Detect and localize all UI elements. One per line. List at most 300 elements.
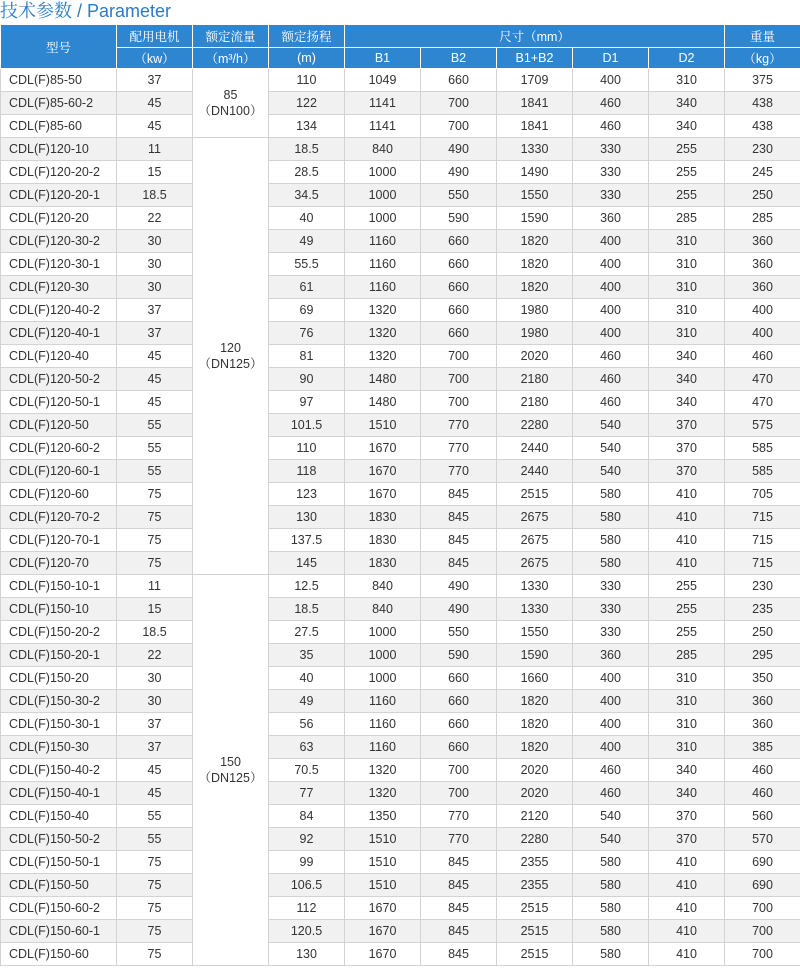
table-row	[1, 736, 800, 759]
cell-head: 120.5	[269, 920, 345, 943]
cell-weight: 350	[725, 667, 800, 690]
cell-head: 55.5	[269, 253, 345, 276]
cell-head: 40	[269, 207, 345, 230]
cell-d2: 255	[649, 575, 725, 598]
cell-b2: 490	[421, 598, 497, 621]
cell-motor: 30	[117, 690, 193, 713]
table-row	[1, 828, 800, 851]
cell-d2: 255	[649, 184, 725, 207]
cell-model: CDL(F)120-50-2	[1, 368, 117, 391]
cell-model: CDL(F)120-50	[1, 414, 117, 437]
cell-d2: 255	[649, 621, 725, 644]
cell-b1b2: 2355	[497, 851, 573, 874]
cell-b1: 1670	[345, 897, 421, 920]
cell-weight: 285	[725, 207, 800, 230]
cell-d2: 310	[649, 69, 725, 92]
cell-d2: 255	[649, 161, 725, 184]
cell-weight: 360	[725, 253, 800, 276]
cell-head: 137.5	[269, 529, 345, 552]
cell-d1: 330	[573, 138, 649, 161]
cell-d2: 310	[649, 299, 725, 322]
cell-b1: 1000	[345, 621, 421, 644]
cell-head: 122	[269, 92, 345, 115]
cell-d1: 360	[573, 207, 649, 230]
cell-b2: 550	[421, 621, 497, 644]
cell-motor: 30	[117, 253, 193, 276]
table-row	[1, 690, 800, 713]
cell-d1: 580	[573, 874, 649, 897]
cell-weight: 438	[725, 115, 800, 138]
table-row	[1, 943, 800, 966]
cell-motor: 37	[117, 713, 193, 736]
cell-motor: 15	[117, 161, 193, 184]
table-row	[1, 322, 800, 345]
cell-b2: 845	[421, 552, 497, 575]
header-b2: B2	[421, 48, 497, 69]
cell-b1b2: 2515	[497, 920, 573, 943]
table-row	[1, 414, 800, 437]
cell-d1: 460	[573, 391, 649, 414]
table-header	[1, 25, 800, 69]
cell-d1: 400	[573, 713, 649, 736]
cell-d1: 400	[573, 253, 649, 276]
cell-b1: 1510	[345, 414, 421, 437]
cell-head: 110	[269, 69, 345, 92]
cell-model: CDL(F)150-40-2	[1, 759, 117, 782]
cell-head: 92	[269, 828, 345, 851]
cell-weight: 400	[725, 322, 800, 345]
cell-model: CDL(F)120-70-2	[1, 506, 117, 529]
cell-motor: 55	[117, 414, 193, 437]
cell-model: CDL(F)150-40	[1, 805, 117, 828]
cell-weight: 235	[725, 598, 800, 621]
cell-b1b2: 1590	[497, 644, 573, 667]
cell-d2: 310	[649, 736, 725, 759]
cell-model: CDL(F)150-60-1	[1, 920, 117, 943]
cell-model: CDL(F)85-60-2	[1, 92, 117, 115]
cell-d2: 255	[649, 598, 725, 621]
header-d2: D2	[649, 48, 725, 69]
cell-model: CDL(F)150-30	[1, 736, 117, 759]
cell-d1: 400	[573, 736, 649, 759]
cell-b2: 590	[421, 207, 497, 230]
cell-b1b2: 1841	[497, 115, 573, 138]
header-d1: D1	[573, 48, 649, 69]
page-title: 技术参数 / Parameter	[0, 1, 172, 21]
cell-b1b2: 2440	[497, 460, 573, 483]
cell-b1b2: 1709	[497, 69, 573, 92]
cell-model: CDL(F)150-60-2	[1, 897, 117, 920]
cell-d1: 330	[573, 575, 649, 598]
cell-motor: 18.5	[117, 621, 193, 644]
cell-weight: 700	[725, 943, 800, 966]
cell-model: CDL(F)120-30-2	[1, 230, 117, 253]
cell-weight: 375	[725, 69, 800, 92]
cell-model: CDL(F)120-60-2	[1, 437, 117, 460]
cell-b1b2: 2440	[497, 437, 573, 460]
cell-head: 130	[269, 943, 345, 966]
cell-motor: 11	[117, 138, 193, 161]
cell-d1: 460	[573, 92, 649, 115]
cell-d2: 340	[649, 345, 725, 368]
cell-motor: 37	[117, 69, 193, 92]
cell-weight: 470	[725, 391, 800, 414]
cell-d2: 340	[649, 782, 725, 805]
header-motor: 配用电机	[117, 25, 193, 48]
cell-weight: 360	[725, 690, 800, 713]
cell-weight: 360	[725, 230, 800, 253]
cell-d2: 410	[649, 483, 725, 506]
cell-b2: 700	[421, 391, 497, 414]
flow-cell	[193, 575, 269, 966]
cell-weight: 690	[725, 851, 800, 874]
cell-head: 118	[269, 460, 345, 483]
cell-head: 97	[269, 391, 345, 414]
header-b1b2: B1+B2	[497, 48, 573, 69]
table-row	[1, 874, 800, 897]
cell-motor: 75	[117, 943, 193, 966]
cell-model: CDL(F)120-50-1	[1, 391, 117, 414]
cell-head: 18.5	[269, 138, 345, 161]
flow-value: 85	[223, 88, 238, 102]
header-flow-unit: （m³/h）	[193, 48, 269, 69]
cell-b2: 700	[421, 345, 497, 368]
cell-b1b2: 2020	[497, 345, 573, 368]
cell-d1: 580	[573, 943, 649, 966]
flow-cell	[193, 138, 269, 575]
table-row	[1, 552, 800, 575]
table-row	[1, 161, 800, 184]
parameter-table	[0, 24, 800, 966]
table-row	[1, 115, 800, 138]
table-row	[1, 437, 800, 460]
table-row	[1, 253, 800, 276]
cell-model: CDL(F)120-10	[1, 138, 117, 161]
cell-d2: 370	[649, 828, 725, 851]
table-row	[1, 920, 800, 943]
cell-model: CDL(F)120-70	[1, 552, 117, 575]
cell-d1: 400	[573, 69, 649, 92]
cell-weight: 585	[725, 460, 800, 483]
cell-d2: 410	[649, 552, 725, 575]
cell-b1: 1000	[345, 161, 421, 184]
cell-motor: 22	[117, 207, 193, 230]
cell-b1: 1000	[345, 184, 421, 207]
cell-b1: 1160	[345, 713, 421, 736]
cell-b1b2: 1820	[497, 736, 573, 759]
cell-weight: 230	[725, 575, 800, 598]
cell-model: CDL(F)120-20-1	[1, 184, 117, 207]
cell-b2: 660	[421, 667, 497, 690]
cell-motor: 11	[117, 575, 193, 598]
cell-d2: 410	[649, 920, 725, 943]
cell-head: 70.5	[269, 759, 345, 782]
cell-motor: 45	[117, 782, 193, 805]
cell-b1b2: 1820	[497, 253, 573, 276]
cell-b2: 770	[421, 828, 497, 851]
cell-b2: 700	[421, 759, 497, 782]
cell-b1b2: 2180	[497, 391, 573, 414]
table-body	[1, 69, 800, 966]
cell-b1: 1320	[345, 759, 421, 782]
cell-head: 90	[269, 368, 345, 391]
cell-model: CDL(F)150-20-1	[1, 644, 117, 667]
cell-model: CDL(F)150-30-1	[1, 713, 117, 736]
cell-d1: 460	[573, 759, 649, 782]
cell-weight: 560	[725, 805, 800, 828]
cell-weight: 575	[725, 414, 800, 437]
cell-b2: 660	[421, 713, 497, 736]
cell-head: 81	[269, 345, 345, 368]
cell-motor: 75	[117, 897, 193, 920]
cell-head: 134	[269, 115, 345, 138]
cell-d2: 410	[649, 529, 725, 552]
cell-d1: 400	[573, 230, 649, 253]
table-row	[1, 897, 800, 920]
cell-b1b2: 1550	[497, 184, 573, 207]
flow-cell	[193, 69, 269, 138]
cell-b1b2: 2020	[497, 759, 573, 782]
cell-b1: 1320	[345, 345, 421, 368]
cell-b2: 660	[421, 690, 497, 713]
cell-b2: 660	[421, 253, 497, 276]
cell-b2: 490	[421, 138, 497, 161]
cell-b1b2: 1820	[497, 713, 573, 736]
header-weight: 重量	[725, 25, 800, 48]
cell-weight: 460	[725, 759, 800, 782]
cell-b1: 1320	[345, 299, 421, 322]
table-row	[1, 368, 800, 391]
cell-head: 123	[269, 483, 345, 506]
cell-d2: 410	[649, 943, 725, 966]
cell-model: CDL(F)150-60	[1, 943, 117, 966]
table-row	[1, 483, 800, 506]
cell-motor: 55	[117, 437, 193, 460]
cell-model: CDL(F)120-60-1	[1, 460, 117, 483]
table-row	[1, 575, 800, 598]
cell-d1: 460	[573, 115, 649, 138]
cell-head: 110	[269, 437, 345, 460]
cell-model: CDL(F)120-20-2	[1, 161, 117, 184]
table-row	[1, 207, 800, 230]
cell-b1b2: 2515	[497, 483, 573, 506]
flow-dn: （DN100）	[198, 104, 263, 118]
cell-b1: 1320	[345, 322, 421, 345]
cell-d1: 540	[573, 437, 649, 460]
cell-d1: 460	[573, 368, 649, 391]
cell-d2: 310	[649, 276, 725, 299]
cell-motor: 22	[117, 644, 193, 667]
cell-motor: 30	[117, 276, 193, 299]
cell-d1: 580	[573, 506, 649, 529]
table-row	[1, 345, 800, 368]
cell-d1: 580	[573, 552, 649, 575]
cell-b1: 1000	[345, 644, 421, 667]
cell-head: 63	[269, 736, 345, 759]
cell-weight: 245	[725, 161, 800, 184]
cell-model: CDL(F)150-10-1	[1, 575, 117, 598]
cell-b1: 840	[345, 598, 421, 621]
cell-d2: 310	[649, 230, 725, 253]
cell-b1b2: 2020	[497, 782, 573, 805]
cell-d2: 310	[649, 322, 725, 345]
header-head: 额定扬程	[269, 25, 345, 48]
cell-motor: 30	[117, 230, 193, 253]
cell-b2: 770	[421, 437, 497, 460]
cell-b1b2: 1490	[497, 161, 573, 184]
cell-weight: 360	[725, 713, 800, 736]
cell-weight: 470	[725, 368, 800, 391]
table-row	[1, 230, 800, 253]
header-weight-unit: （kg）	[725, 48, 800, 69]
cell-b2: 490	[421, 161, 497, 184]
cell-head: 145	[269, 552, 345, 575]
cell-motor: 30	[117, 667, 193, 690]
header-flow: 额定流量	[193, 25, 269, 48]
cell-b1: 1830	[345, 506, 421, 529]
cell-d1: 580	[573, 529, 649, 552]
cell-head: 99	[269, 851, 345, 874]
cell-d1: 400	[573, 690, 649, 713]
cell-b2: 845	[421, 483, 497, 506]
cell-model: CDL(F)120-20	[1, 207, 117, 230]
cell-b1: 1350	[345, 805, 421, 828]
cell-b1: 1141	[345, 115, 421, 138]
cell-b1b2: 2675	[497, 529, 573, 552]
cell-head: 56	[269, 713, 345, 736]
cell-b1b2: 1330	[497, 598, 573, 621]
cell-b2: 660	[421, 736, 497, 759]
cell-motor: 75	[117, 874, 193, 897]
cell-head: 12.5	[269, 575, 345, 598]
cell-b2: 660	[421, 276, 497, 299]
table-row	[1, 276, 800, 299]
cell-d2: 340	[649, 759, 725, 782]
cell-head: 130	[269, 506, 345, 529]
cell-b1b2: 2120	[497, 805, 573, 828]
cell-d2: 255	[649, 138, 725, 161]
cell-b1: 1670	[345, 943, 421, 966]
cell-d1: 580	[573, 920, 649, 943]
cell-model: CDL(F)120-40-2	[1, 299, 117, 322]
cell-motor: 45	[117, 92, 193, 115]
cell-weight: 360	[725, 276, 800, 299]
cell-motor: 37	[117, 299, 193, 322]
cell-d2: 370	[649, 437, 725, 460]
cell-d1: 330	[573, 621, 649, 644]
cell-model: CDL(F)150-20	[1, 667, 117, 690]
cell-motor: 75	[117, 506, 193, 529]
cell-b1b2: 1550	[497, 621, 573, 644]
cell-model: CDL(F)150-50-2	[1, 828, 117, 851]
cell-b1: 1830	[345, 552, 421, 575]
cell-d2: 410	[649, 874, 725, 897]
cell-motor: 37	[117, 736, 193, 759]
cell-weight: 400	[725, 299, 800, 322]
cell-d2: 340	[649, 92, 725, 115]
cell-d1: 330	[573, 184, 649, 207]
cell-b1b2: 1841	[497, 92, 573, 115]
cell-b1: 1160	[345, 253, 421, 276]
cell-model: CDL(F)150-50-1	[1, 851, 117, 874]
cell-b2: 700	[421, 782, 497, 805]
cell-model: CDL(F)120-40	[1, 345, 117, 368]
cell-head: 77	[269, 782, 345, 805]
cell-motor: 45	[117, 115, 193, 138]
cell-motor: 37	[117, 322, 193, 345]
cell-b1b2: 1820	[497, 230, 573, 253]
cell-d1: 540	[573, 460, 649, 483]
cell-d2: 410	[649, 506, 725, 529]
cell-model: CDL(F)120-60	[1, 483, 117, 506]
cell-b1b2: 1980	[497, 299, 573, 322]
cell-b1: 1670	[345, 920, 421, 943]
cell-d1: 400	[573, 299, 649, 322]
cell-d2: 310	[649, 253, 725, 276]
cell-motor: 45	[117, 759, 193, 782]
cell-model: CDL(F)120-30-1	[1, 253, 117, 276]
table-row	[1, 598, 800, 621]
table-row	[1, 299, 800, 322]
cell-model: CDL(F)150-50	[1, 874, 117, 897]
cell-d1: 330	[573, 161, 649, 184]
cell-b2: 660	[421, 299, 497, 322]
table-row	[1, 713, 800, 736]
cell-d2: 285	[649, 207, 725, 230]
cell-b1b2: 1980	[497, 322, 573, 345]
cell-b1b2: 1820	[497, 276, 573, 299]
cell-b1: 1480	[345, 368, 421, 391]
cell-b1: 1510	[345, 851, 421, 874]
cell-b1: 1670	[345, 483, 421, 506]
cell-b2: 490	[421, 575, 497, 598]
flow-value: 150	[220, 755, 241, 769]
cell-b1: 1510	[345, 874, 421, 897]
cell-weight: 250	[725, 621, 800, 644]
cell-motor: 75	[117, 483, 193, 506]
cell-head: 18.5	[269, 598, 345, 621]
cell-d1: 400	[573, 667, 649, 690]
header-head-unit: (m)	[269, 48, 345, 69]
cell-b1b2: 2180	[497, 368, 573, 391]
cell-d1: 580	[573, 851, 649, 874]
header-model: 型号	[1, 25, 117, 69]
cell-b2: 845	[421, 943, 497, 966]
cell-b2: 700	[421, 92, 497, 115]
cell-b1: 1000	[345, 667, 421, 690]
cell-b1: 1160	[345, 276, 421, 299]
cell-b1b2: 2280	[497, 828, 573, 851]
cell-b1b2: 2675	[497, 552, 573, 575]
cell-b2: 770	[421, 460, 497, 483]
table-row	[1, 138, 800, 161]
cell-weight: 438	[725, 92, 800, 115]
cell-head: 49	[269, 690, 345, 713]
cell-b1: 840	[345, 575, 421, 598]
cell-b2: 660	[421, 69, 497, 92]
cell-b1: 1670	[345, 437, 421, 460]
table-row	[1, 851, 800, 874]
cell-motor: 18.5	[117, 184, 193, 207]
cell-weight: 460	[725, 782, 800, 805]
cell-b1: 840	[345, 138, 421, 161]
cell-b2: 550	[421, 184, 497, 207]
cell-b2: 845	[421, 874, 497, 897]
cell-b1b2: 1820	[497, 690, 573, 713]
cell-d2: 310	[649, 667, 725, 690]
table-row	[1, 391, 800, 414]
cell-d1: 460	[573, 782, 649, 805]
